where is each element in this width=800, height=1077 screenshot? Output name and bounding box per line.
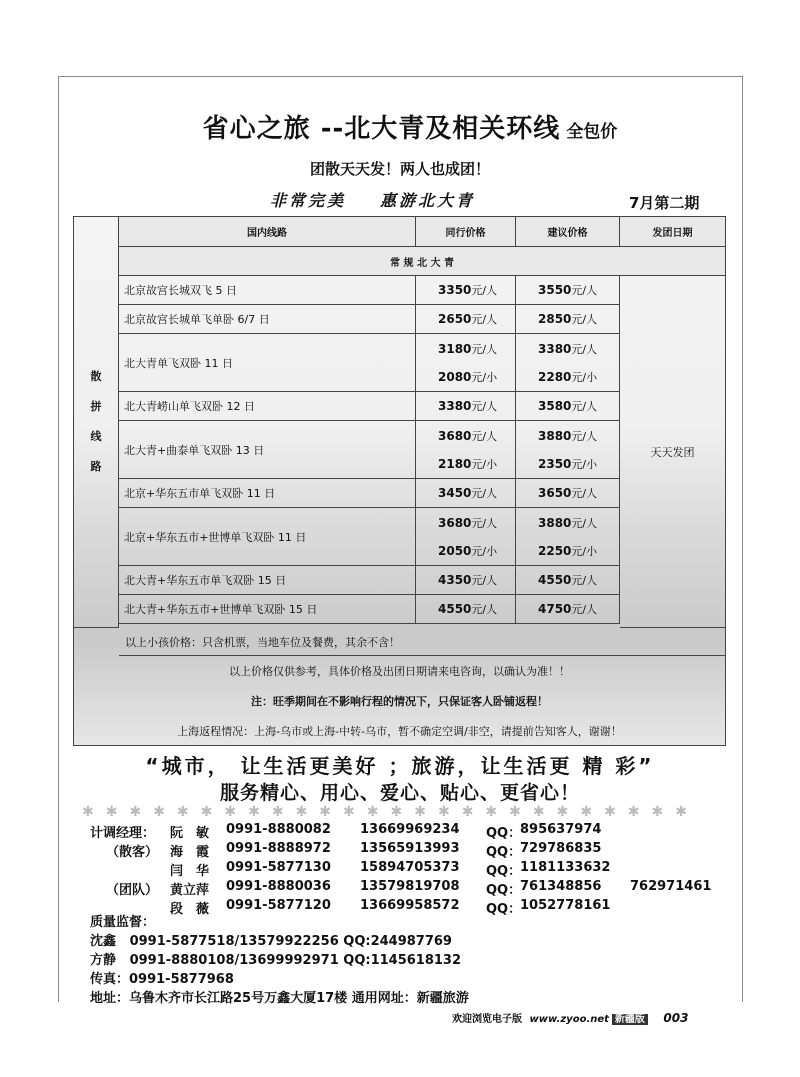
price-value: 2650 [438, 312, 472, 326]
price-value: 3880 [538, 428, 572, 443]
contact-qq: 895637974 [520, 822, 602, 837]
price-value: 3680 [438, 515, 472, 530]
suggest-price-child [516, 363, 620, 392]
address: 地址：乌鲁木齐市长江路25号万鑫大厦17楼 通用网址：新疆旅游 [90, 991, 469, 1006]
suggest-price-child [516, 537, 620, 566]
issue-label: 7月第二期 [629, 194, 700, 212]
motto-line2: 服务精心、用心、爱心、贴心、更省心！ [219, 782, 580, 804]
contact-phone: 0991-5877120 [226, 898, 331, 913]
contact-mobile: 13669958572 [360, 898, 460, 913]
contact-phone: 0991-8880036 [226, 879, 331, 894]
footer-url[interactable]: www.zyoo.net [529, 1014, 609, 1025]
price-value: 3680 [438, 428, 472, 443]
price-value: 3380 [538, 341, 572, 356]
slogan-tour: 惠游北大青 [380, 191, 476, 210]
contact-name: 闫 华 [170, 864, 210, 879]
footer-text: 欢迎浏览电子版 [452, 1014, 522, 1025]
motto-line1: “城市， 让生活更美好 ；旅游，让生活更 精 彩” [145, 754, 655, 778]
qq-label: QQ： [486, 826, 522, 841]
price-value: 2180 [438, 457, 472, 471]
price-value: 2350 [538, 457, 572, 471]
slogan: 团散天天发！两人也成团！ [309, 160, 490, 178]
contact-phone: 0991-5877130 [226, 860, 331, 875]
price-value: 2280 [538, 370, 572, 384]
suggest-price-adult [516, 566, 620, 595]
route-cell: 北大青单飞双卧 11 日 [119, 334, 416, 392]
price-unit: 元/小 [571, 545, 598, 558]
price-value: 3380 [438, 399, 472, 413]
peer-price-child [416, 363, 516, 392]
contact-mobile: 13669969234 [360, 822, 460, 837]
header-suggest-price: 建议价格 [516, 217, 620, 247]
contact-name: 海 霞 [170, 845, 210, 860]
label-manager: 计调经理： [90, 826, 156, 841]
contact-name: 黄立萍 [170, 883, 210, 898]
price-unit: 元/小 [471, 371, 498, 384]
label-quality: 质量监督： [90, 915, 156, 930]
contact-qq: 729786835 [520, 841, 602, 856]
side-char: 散 [90, 370, 102, 383]
peer-price-adult [416, 421, 516, 450]
price-value: 2050 [438, 544, 472, 558]
side-char: 拼 [90, 400, 102, 413]
suggest-price-adult [516, 479, 620, 508]
side-label [91, 362, 102, 482]
slogan-perfect: 非常完美 [270, 191, 347, 210]
side-label-cell [74, 217, 119, 628]
price-unit: 元/人 [571, 574, 598, 587]
price-unit: 元/人 [571, 313, 598, 326]
peer-price-child [416, 537, 516, 566]
contact-phone: 0991-8888972 [226, 841, 331, 856]
header-route: 国内线路 [119, 217, 416, 247]
peer-price-adult [416, 276, 516, 305]
peer-price-adult [416, 508, 516, 537]
price-value: 4350 [438, 573, 472, 587]
suggest-price-child [516, 450, 620, 479]
side-char: 路 [90, 460, 102, 473]
contact-qq: 1181133632 [520, 860, 611, 875]
label-individual: （散客） [106, 845, 159, 860]
qa-name: 沈鑫 [90, 934, 117, 949]
price-unit: 元/小 [471, 458, 498, 471]
page-number: 003 [663, 1011, 689, 1025]
contact-mobile: 15894705373 [360, 860, 460, 875]
suggest-price-adult [516, 276, 620, 305]
route-cell: 北京故宫长城双飞 5 日 [119, 276, 416, 305]
price-unit: 元/人 [571, 284, 598, 297]
price-unit: 元/人 [571, 516, 598, 530]
price-value: 3450 [438, 486, 472, 500]
price-unit: 元/人 [471, 400, 498, 413]
section-title: 常 规 北 大 青 [119, 247, 725, 276]
price-value: 3350 [438, 283, 472, 297]
route-cell: 北京+华东五市+世博单飞双卧 11 日 [119, 508, 416, 566]
peer-price-adult [416, 334, 516, 363]
title-main: 省心之旅 --北大青及相关环线 [202, 114, 561, 144]
qa-row [90, 930, 452, 949]
price-unit: 元/人 [571, 603, 598, 616]
contact-qq2: 762971461 [630, 879, 712, 894]
depart-cell: 天天发团 [620, 276, 725, 628]
route-cell: 北大青+华东五市+世博单飞双卧 15 日 [119, 595, 416, 624]
qq-label: QQ： [486, 864, 522, 879]
contact-mobile: 13579819708 [360, 879, 460, 894]
qa-text: 0991-5877518/13579922256 QQ:244987769 [129, 934, 452, 949]
suggest-price-adult [516, 305, 620, 334]
page-title [100, 108, 720, 145]
price-unit: 元/人 [471, 313, 498, 326]
footer [452, 1010, 688, 1025]
side-char: 线 [90, 430, 102, 443]
footer-edition: 新疆版 [612, 1014, 648, 1025]
price-value: 3180 [438, 341, 472, 356]
price-unit: 元/小 [571, 458, 598, 471]
route-cell: 北大青崂山单飞双卧 12 日 [119, 392, 416, 421]
price-unit: 元/人 [571, 400, 598, 413]
price-value: 3550 [538, 283, 572, 297]
note-shanghai-return: 上海返程情况：上海-乌市或上海-中转-乌市，暂不确定空调/非空，请提前告知客人，谢谢！ [177, 724, 622, 738]
qq-label: QQ： [486, 902, 522, 917]
peer-price-child [416, 450, 516, 479]
price-unit: 元/人 [471, 603, 498, 616]
suggest-price-adult [516, 392, 620, 421]
peer-price-adult [416, 595, 516, 624]
price-unit: 元/人 [571, 342, 598, 356]
suggest-price-adult [516, 334, 620, 363]
suggest-price-adult [516, 595, 620, 624]
price-unit: 元/小 [471, 545, 498, 558]
price-unit: 元/人 [571, 487, 598, 500]
qa-row [90, 949, 461, 968]
title-suffix: 全包价 [566, 122, 618, 142]
slogan-secondary [270, 188, 475, 211]
note-reference: 以上价格仅供参考，具体价格及出团日期请来电咨询，以确认为准！！ [229, 665, 570, 678]
note-peak-season: 注：旺季期间在不影响行程的情况下，只保证客人卧铺返程！ [251, 695, 548, 708]
suggest-price-adult [516, 508, 620, 537]
price-value: 3650 [538, 486, 572, 500]
route-cell: 北大青+曲泰单飞双卧 13 日 [119, 421, 416, 479]
peer-price-adult [416, 479, 516, 508]
price-unit: 元/人 [471, 342, 498, 356]
contact-qq: 1052778161 [520, 898, 611, 913]
route-cell: 北大青+华东五市单飞双卧 15 日 [119, 566, 416, 595]
qq-label: QQ： [486, 845, 522, 860]
price-value: 4550 [538, 573, 572, 587]
contact-name: 阮 敏 [170, 826, 210, 841]
qa-text: 0991-8880108/13699992971 QQ:1145618132 [129, 953, 462, 968]
qa-name: 方静 [90, 953, 117, 968]
price-unit: 元/人 [471, 487, 498, 500]
price-unit: 元/人 [471, 516, 498, 530]
price-value: 3880 [538, 515, 572, 530]
price-unit: 元/人 [571, 429, 598, 443]
price-value: 2850 [538, 312, 572, 326]
price-value: 2080 [438, 370, 472, 384]
price-unit: 元/小 [571, 371, 598, 384]
contact-qq: 761348856 [520, 879, 602, 894]
header-depart: 发团日期 [620, 217, 725, 247]
price-unit: 元/人 [471, 574, 498, 587]
contact-name: 段 薇 [170, 902, 210, 917]
price-unit: 元/人 [471, 284, 498, 297]
label-group: （团队） [106, 883, 159, 898]
contact-phone: 0991-8880082 [226, 822, 331, 837]
child-note: 以上小孩价格：只含机票，当地车位及餐费，其余不含！ [119, 628, 725, 656]
contact-mobile: 13565913993 [360, 841, 460, 856]
header-peer-price: 同行价格 [416, 217, 516, 247]
price-value: 2250 [538, 544, 572, 558]
price-table [73, 216, 726, 746]
price-value: 3580 [538, 399, 572, 413]
peer-price-adult [416, 305, 516, 334]
price-unit: 元/人 [471, 429, 498, 443]
qq-label: QQ： [486, 883, 522, 898]
suggest-price-adult [516, 421, 620, 450]
route-cell: 北京故宫长城单飞单卧 6/7 日 [119, 305, 416, 334]
star-divider: ✱✱✱✱✱✱✱✱✱✱✱✱✱✱✱✱✱✱✱✱✱✱✱✱✱✱ [82, 804, 699, 820]
peer-price-adult [416, 392, 516, 421]
fax: 传真：0991-5877968 [90, 972, 234, 987]
peer-price-adult [416, 566, 516, 595]
price-value: 4550 [438, 602, 472, 616]
route-cell: 北京+华东五市单飞双卧 11 日 [119, 479, 416, 508]
price-value: 4750 [538, 602, 572, 616]
